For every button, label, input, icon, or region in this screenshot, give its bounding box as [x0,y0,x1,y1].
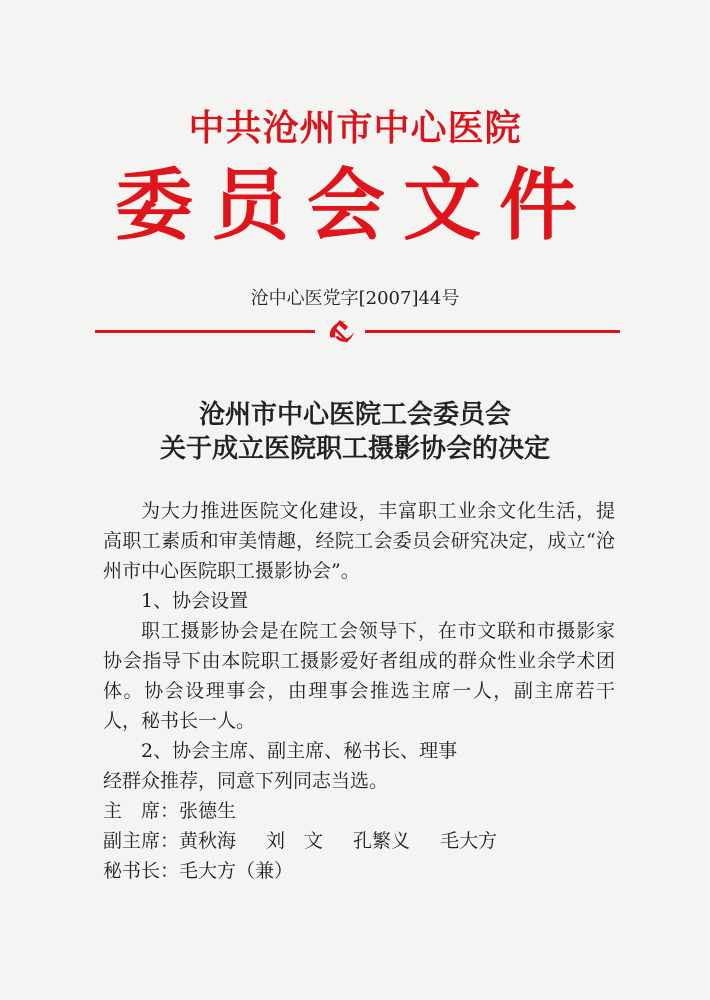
section-1-paragraph: 职工摄影协会是在院工会领导下，在市文联和市摄影家协会指导下由本院职工摄影爱好者组成的群众性业余学术团体。协会设理事会，由理事会推选主席一人，副主席若干人，秘书长一人。 [103,620,615,732]
vice-chair-name: 毛大方 [440,830,498,852]
decision-title-line-1: 沧州市中心医院工会委员会 [198,400,511,430]
roster [103,796,615,886]
roster-row-secretary [103,856,615,886]
chair-label: 主 席： [103,800,180,822]
secretary-name: 毛大方（兼） [179,860,294,882]
roster-row-vice-chairs [103,826,615,856]
vice-chair-name: 孔繁义 [353,830,411,852]
vice-chair-label: 副主席： [103,830,180,852]
document-body [103,496,615,886]
section-1-heading: 1、协会设置 [141,590,249,612]
vice-chair-name: 刘 文 [266,830,324,852]
document-number: 沧中心医党字[2007]44号 [250,288,460,309]
secretary-label: 秘书长： [103,860,180,882]
document-type-title: 委员会文件 [114,160,595,251]
hammer-sickle-icon [322,314,360,350]
section-2-paragraph: 经群众推荐，同意下列同志当选。 [103,770,389,792]
vice-chair-name: 黄秋海 [179,830,237,852]
red-divider-left [95,330,315,333]
section-2-heading: 2、协会主席、副主席、秘书长、理事 [141,740,458,762]
chair-name: 张德生 [179,800,237,822]
roster-row-chair [103,796,615,826]
red-divider-right [365,330,620,333]
issuing-organization: 中共沧州市中心医院 [188,107,522,149]
decision-title-line-2: 关于成立医院职工摄影协会的决定 [159,434,550,464]
intro-paragraph: 为大力推进医院文化建设，丰富职工业余文化生活，提高职工素质和审美情趣，经院工会委员会研究决定，成立“沧州市中心医院职工摄影协会”。 [103,500,615,582]
